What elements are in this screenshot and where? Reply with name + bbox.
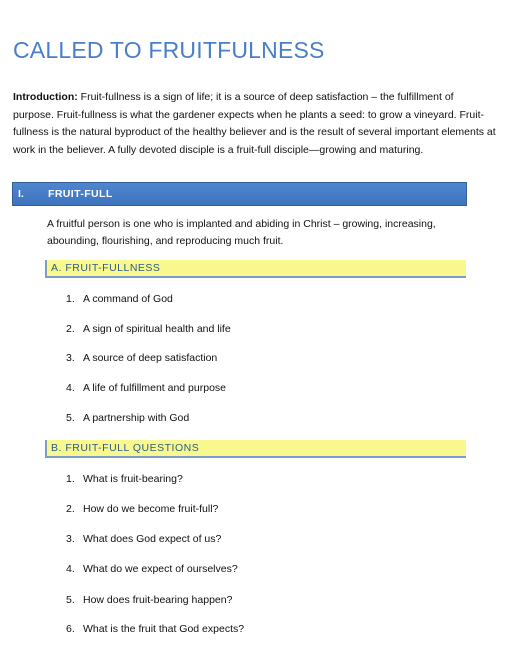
list-item-text: A life of fulfillment and purpose (83, 382, 227, 394)
list-item-number: 1. (66, 293, 75, 305)
list-item-text: A command of God (83, 293, 173, 305)
list-item-text: A sign of spiritual health and life (83, 323, 231, 335)
section-paragraph: A fruitful person is one who is implanted and abiding in Christ – growing, increasing, abounding, flourishing, and reproducing much fruit. (47, 218, 436, 247)
subsection-heading-text: B. FRUIT-FULL QUESTIONS (51, 442, 200, 454)
list-item (66, 622, 244, 636)
list-item-number: 5. (66, 412, 75, 424)
list-item (66, 292, 173, 306)
list-item (66, 381, 226, 395)
list-item (66, 351, 217, 365)
introduction-paragraph (13, 89, 497, 159)
list-item (66, 502, 218, 516)
document-title: CALLED TO FRUITFULNESS (13, 37, 325, 63)
list-item-text: What does God expect of us? (83, 533, 222, 545)
introduction-text: Fruit-fullness is a sign of life; it is a source of deep satisfaction – the fulfillment of purpose. Fruit-fullness is what the gardener expects when he plants a seed: to grow a vineyard. Fruit-fullness is the natural byproduct of the healthy believer and is the result of several important elements at work in the believer. A fully devoted disciple is a fruit-full disciple—growing and maturing. (13, 91, 496, 156)
list-item-number: 4. (66, 382, 75, 394)
section-number: I. (18, 188, 24, 200)
list-item (66, 532, 221, 546)
list-item (66, 472, 183, 486)
list-item (66, 593, 232, 607)
list-item-text: How do we become fruit-full? (83, 503, 219, 515)
list-item-text: A partnership with God (83, 412, 190, 424)
list-item (66, 562, 238, 576)
section-heading: FRUIT-FULL (48, 188, 113, 200)
list-item-number: 3. (66, 533, 75, 545)
subsection-heading-a (45, 260, 466, 278)
list-item-number: 3. (66, 352, 75, 364)
list-item-text: What is the fruit that God expects? (83, 623, 245, 635)
introduction-label: Introduction: (13, 91, 78, 103)
list-item (66, 322, 231, 336)
list-item-number: 1. (66, 473, 75, 485)
list-item-text: A source of deep satisfaction (83, 352, 218, 364)
list-item-number: 5. (66, 594, 75, 606)
subsection-heading-b (45, 440, 466, 458)
list-item-text: What do we expect of ourselves? (83, 563, 238, 575)
list-item-number: 4. (66, 563, 75, 575)
list-item (66, 411, 189, 425)
list-item-number: 2. (66, 503, 75, 515)
list-item-number: 2. (66, 323, 75, 335)
list-item-text: What is fruit-bearing? (83, 473, 183, 485)
list-item-text: How does fruit-bearing happen? (83, 594, 233, 606)
section-heading-bar (12, 182, 467, 206)
list-item-number: 6. (66, 623, 75, 635)
subsection-heading-text: A. FRUIT-FULLNESS (51, 262, 161, 274)
